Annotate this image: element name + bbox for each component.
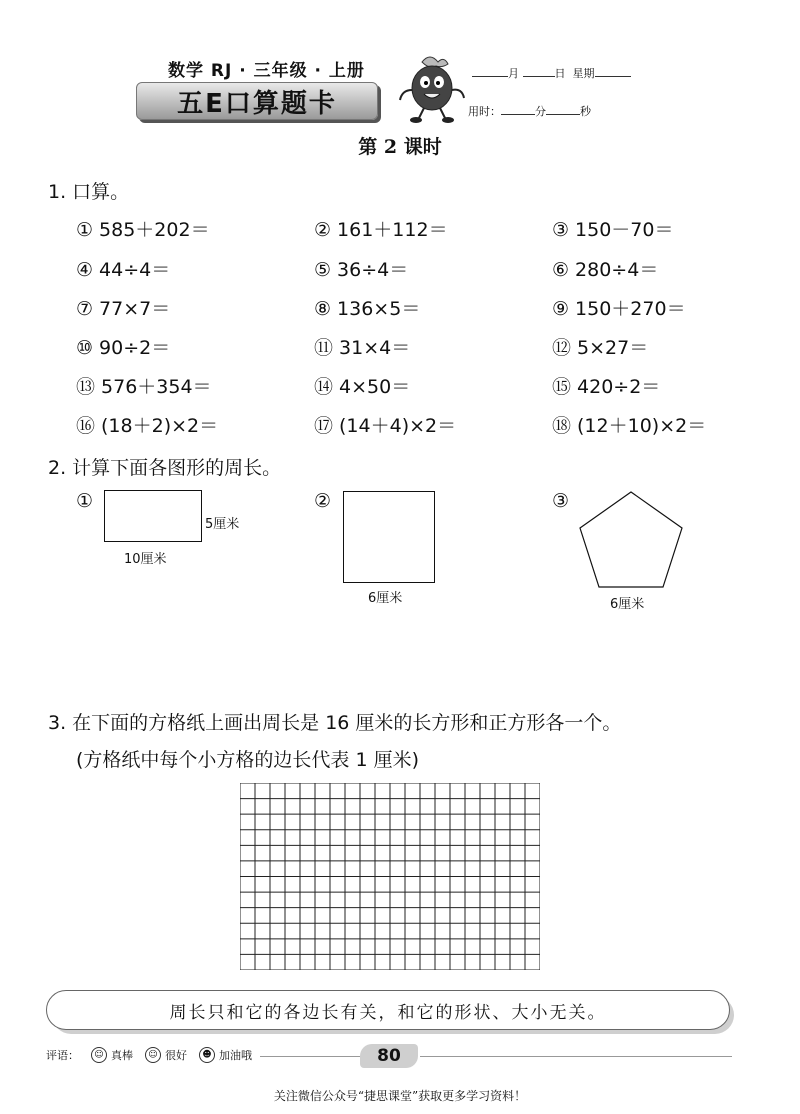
problem-number: ⑩ — [76, 337, 94, 359]
problem-expression: (18＋2)×2＝ — [101, 415, 219, 437]
problem-item — [76, 333, 170, 360]
problem-item — [314, 372, 410, 399]
problem-number: ⑧ — [314, 298, 332, 320]
problem-expression: 77×7＝ — [99, 298, 171, 320]
problem-number: ⑬ — [76, 376, 96, 398]
shape2-mark: ② — [314, 490, 332, 512]
lesson-title: 第 2 课时 — [358, 136, 442, 158]
problem-expression: 4×50＝ — [339, 376, 411, 398]
section3-note: (方格纸中每个小方格的边长代表 1 厘米) — [76, 749, 419, 771]
problem-item — [314, 411, 456, 438]
problem-number: ⑨ — [552, 298, 570, 320]
time-label: 用时： — [468, 105, 501, 118]
tip-box: 周长只和它的各边长有关，和它的形状、大小无关。 — [46, 990, 730, 1030]
day-label: 日 — [554, 67, 566, 80]
date-line — [472, 65, 631, 81]
footer-note: 关注微信公众号“捷思课堂”获取更多学习资料！ — [273, 1089, 527, 1103]
pentagon-side-label: 6厘米 — [610, 597, 645, 612]
subject-line: 数学 RJ · 三年级 · 上册 — [168, 61, 365, 81]
rating-3: 加油哦 — [219, 1049, 252, 1062]
problem-item — [552, 294, 686, 321]
problem-item — [314, 255, 408, 282]
shape3-mark: ③ — [552, 490, 570, 512]
problem-item — [314, 333, 410, 360]
problem-item — [552, 215, 674, 242]
problem-expression: 161＋112＝ — [337, 219, 448, 241]
problem-number: ⑱ — [552, 415, 572, 437]
evaluation-label: 评语： — [46, 1049, 79, 1062]
weekday-blank[interactable] — [595, 66, 631, 77]
problem-item — [76, 411, 218, 438]
problem-item — [552, 255, 658, 282]
problem-item — [76, 255, 170, 282]
problem-expression: 150－70＝ — [575, 219, 674, 241]
cheer-face-icon[interactable]: ☻ — [199, 1047, 215, 1063]
problem-item — [552, 372, 660, 399]
problem-expression: 44÷4＝ — [99, 259, 171, 281]
second-blank[interactable] — [546, 104, 580, 115]
mascot-icon — [392, 52, 470, 124]
problem-item — [314, 294, 420, 321]
section3-title: 3. 在下面的方格纸上画出周长是 16 厘米的长方形和正方形各一个。 — [48, 712, 622, 734]
problem-expression: 36÷4＝ — [337, 259, 409, 281]
title-banner: 五E口算题卡 — [136, 82, 378, 120]
problem-number: ⑭ — [314, 376, 334, 398]
problem-item — [314, 215, 448, 242]
section1-title: 1. 口算。 — [48, 181, 130, 203]
smile-face-icon[interactable]: ☺ — [145, 1047, 161, 1063]
problem-item — [76, 372, 212, 399]
problem-number: ② — [314, 219, 332, 241]
problem-number: ⑤ — [314, 259, 332, 281]
rectangle-shape — [104, 490, 202, 542]
minute-label: 分 — [535, 105, 546, 118]
problem-number: ⑦ — [76, 298, 94, 320]
problem-number: ⑰ — [314, 415, 334, 437]
rating-1: 真棒 — [111, 1049, 133, 1062]
square-shape — [343, 491, 435, 583]
problem-number: ⑮ — [552, 376, 572, 398]
problem-expression: 90÷2＝ — [99, 337, 171, 359]
problem-expression: 150＋270＝ — [575, 298, 686, 320]
second-label: 秒 — [580, 105, 591, 118]
month-blank[interactable] — [472, 66, 508, 77]
weekday-label: 星期 — [572, 67, 595, 80]
problem-expression: 136×5＝ — [337, 298, 421, 320]
square-side-label: 6厘米 — [368, 591, 403, 606]
rating-2: 很好 — [165, 1049, 187, 1062]
problem-number: ⑥ — [552, 259, 570, 281]
problem-number: ⑫ — [552, 337, 572, 359]
day-blank[interactable] — [523, 66, 555, 77]
section2-title: 2. 计算下面各图形的周长。 — [48, 457, 282, 479]
square-grid-paper[interactable] — [240, 783, 540, 970]
pentagon-shape — [578, 490, 686, 590]
problem-number: ④ — [76, 259, 94, 281]
page-number: 80 — [360, 1044, 418, 1068]
problem-item — [76, 294, 170, 321]
problem-expression: 31×4＝ — [339, 337, 411, 359]
problem-expression: (14＋4)×2＝ — [339, 415, 457, 437]
month-label: 月 — [508, 67, 519, 80]
problem-item — [76, 215, 210, 242]
footer-divider-left — [260, 1056, 360, 1057]
time-line — [468, 103, 591, 119]
problem-expression: 576＋354＝ — [101, 376, 212, 398]
problem-expression: (12＋10)×2＝ — [577, 415, 707, 437]
evaluation-bar — [46, 1047, 252, 1063]
footer-divider-right — [420, 1056, 732, 1057]
grin-face-icon[interactable]: ☺ — [91, 1047, 107, 1063]
rectangle-height-label: 5厘米 — [205, 517, 240, 532]
problem-number: ③ — [552, 219, 570, 241]
problem-number: ⑪ — [314, 337, 334, 359]
problem-expression: 280÷4＝ — [575, 259, 659, 281]
problem-item — [552, 333, 648, 360]
problem-item — [552, 411, 706, 438]
problem-number: ⑯ — [76, 415, 96, 437]
rectangle-width-label: 10厘米 — [124, 552, 167, 567]
shape1-mark: ① — [76, 490, 94, 512]
problem-expression: 420÷2＝ — [577, 376, 661, 398]
problem-expression: 585＋202＝ — [99, 219, 210, 241]
problem-number: ① — [76, 219, 94, 241]
minute-blank[interactable] — [501, 104, 535, 115]
problem-expression: 5×27＝ — [577, 337, 649, 359]
